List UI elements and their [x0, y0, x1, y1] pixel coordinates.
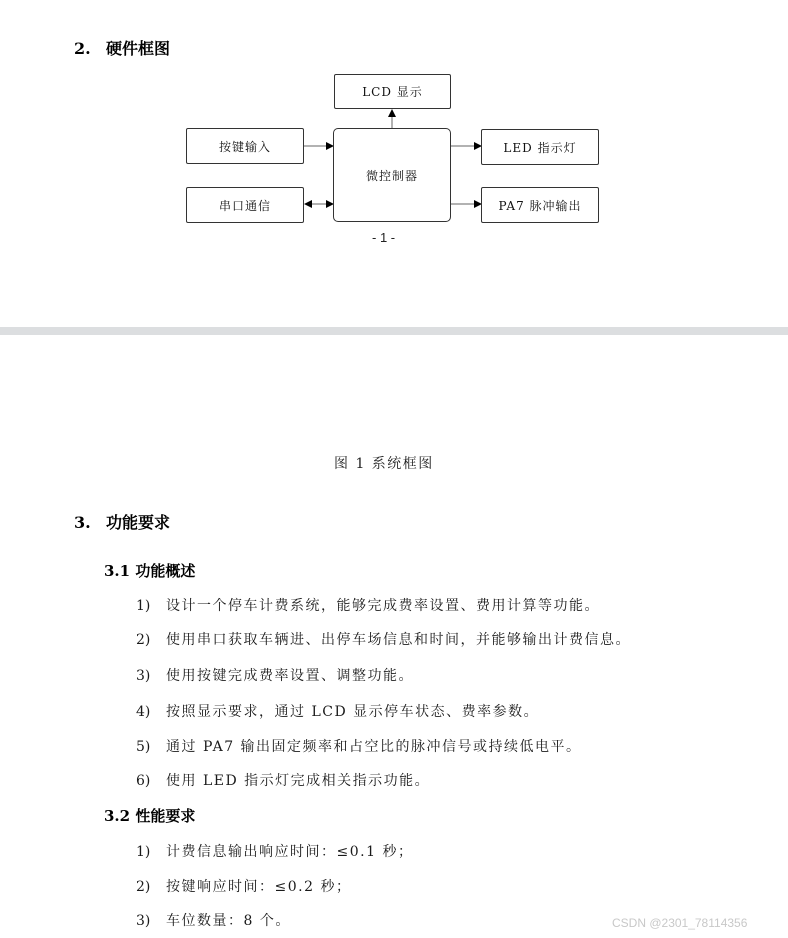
page-number: - 1 -	[372, 230, 396, 245]
lcd-display-block: LCD 显示	[334, 74, 451, 109]
serial-comm-block: 串口通信	[186, 187, 304, 223]
list-item: 1) 计费信息输出响应时间：≤0.1 秒；	[136, 844, 414, 860]
list-item: 2) 使用串口获取车辆进、出停车场信息和时间，并能够输出计费信息。	[136, 632, 631, 648]
list-item: 4) 按照显示要求，通过 LCD 显示停车状态、费率参数。	[136, 704, 540, 720]
pa7-pulse-output-block: PA7 脉冲输出	[481, 187, 599, 223]
figure-caption: 图 1 系统框图	[334, 456, 434, 472]
list-item: 3) 车位数量：8 个。	[136, 913, 291, 929]
section-3-number: 3.	[74, 513, 91, 532]
section-2-number: 2.	[74, 39, 91, 58]
key-input-block: 按键输入	[186, 128, 304, 164]
section-3-heading	[74, 510, 170, 533]
page-separator	[0, 327, 788, 335]
led-indicator-block: LED 指示灯	[481, 129, 599, 165]
list-item: 5) 通过 PA7 输出固定频率和占空比的脉冲信号或持续低电平。	[136, 739, 582, 755]
section-3-title: 功能要求	[106, 513, 171, 532]
csdn-watermark: CSDN @2301_78114356	[612, 916, 748, 930]
list-item: 2) 按键响应时间：≤0.2 秒；	[136, 879, 352, 895]
subsection-3-1-heading: 3.1 功能概述	[104, 562, 196, 580]
list-item: 3) 使用按键完成费率设置、调整功能。	[136, 668, 414, 684]
list-item: 6) 使用 LED 指示灯完成相关指示功能。	[136, 773, 431, 789]
list-item: 1) 设计一个停车计费系统，能够完成费率设置、费用计算等功能。	[136, 598, 600, 614]
microcontroller-block: 微控制器	[333, 128, 451, 222]
section-2-title: 硬件框图	[106, 39, 171, 58]
subsection-3-2-heading: 3.2 性能要求	[104, 807, 196, 825]
